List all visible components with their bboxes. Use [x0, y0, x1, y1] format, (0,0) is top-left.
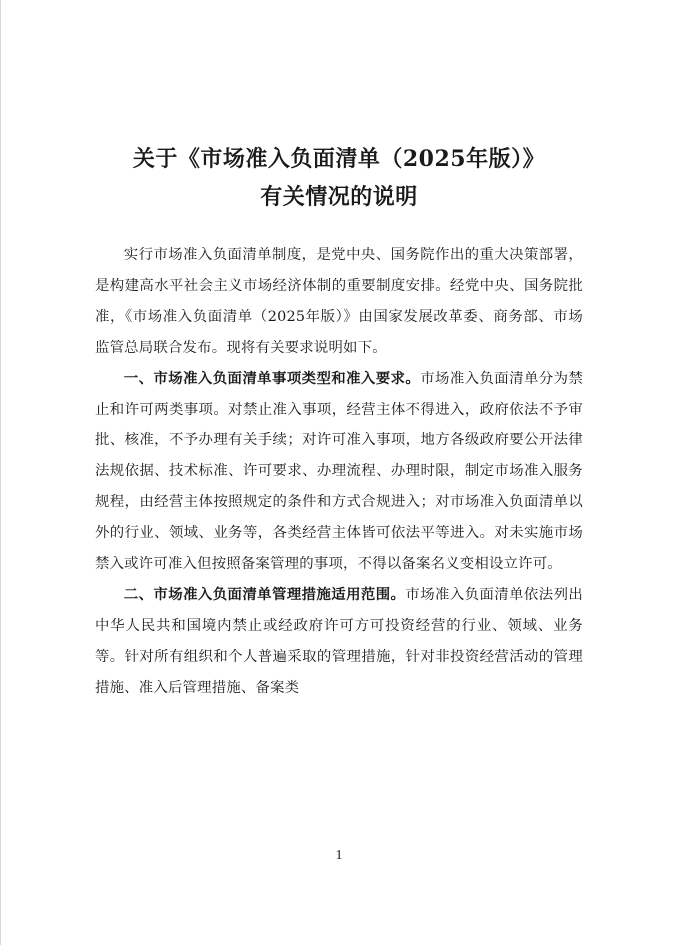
document-body [95, 240, 583, 704]
paragraph-section-2 [95, 580, 583, 704]
section-1-heading: 一、市场准入负面清单事项类型和准入要求。 [123, 369, 421, 387]
section-1-text: 市场准入负面清单分为禁止和许可两类事项。对禁止准入事项，经营主体不得进入，政府依法不予审批、核准，不予办理有关手续；对许可准入事项，地方各级政府要公开法律法规依据、技术标准、许可要求、办理流程、办理时限，制定市场准入服务规程，由经营主体按照规定的条件和方式合规进入；对市场准入负面清单以外的行业、领域、业务等，各类经营主体皆可依法平等进入。对未实施市场禁入或许可准入但按照备案管理的事项，不得以备案名义变相设立许可。 [95, 370, 583, 573]
section-2-heading: 二、市场准入负面清单管理措施适用范围。 [123, 585, 406, 603]
page-number: 1 [335, 848, 343, 863]
title-line-1: 关于《市场准入负面清单（2025年版）》 [132, 146, 546, 172]
section-2-text: 市场准入负面清单依法列出中华人民共和国境内禁止或经政府许可方可投资经营的行业、领域、业务等。针对所有组织和个人普遍采取的管理措施，针对非投资经营活动的管理措施、准入后管理措施、备案类 [95, 586, 583, 696]
paragraph-section-1 [95, 364, 583, 580]
paragraph-intro [95, 240, 583, 364]
document-title [1, 140, 677, 216]
paragraph-intro-text: 实行市场准入负面清单制度，是党中央、国务院作出的重大决策部署，是构建高水平社会主义市场经济体制的重要制度安排。经党中央、国务院批准，《市场准入负面清单（2025年版）》由国家发展改革委、商务部、市场监管总局联合发布。现将有关要求说明如下。 [95, 247, 583, 356]
title-line-2: 有关情况的说明 [260, 184, 418, 210]
